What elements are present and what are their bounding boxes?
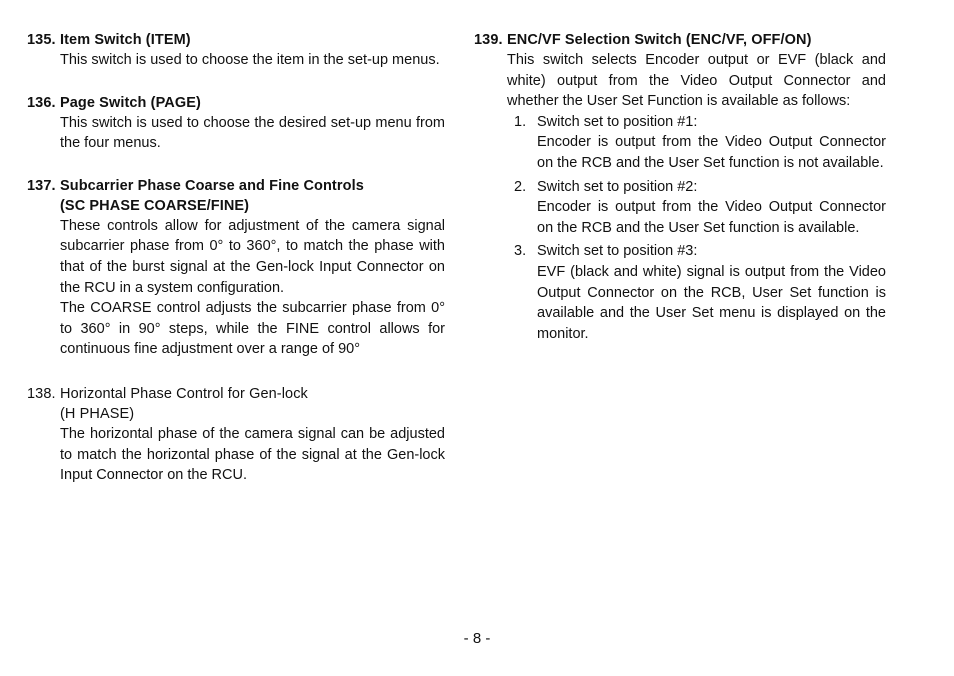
section-number: 136. xyxy=(27,94,56,111)
section-body: This switch selects Encoder output or EVF (black and white) output from the Video Output Connector and whether the User Set Function is available as follows: xyxy=(507,52,886,110)
section-body: This switch is used to choose the desired set-up menu from the four menus. xyxy=(60,114,445,152)
section-137-sc-phase xyxy=(27,176,445,360)
section-heading xyxy=(27,176,445,216)
section-number: 135. xyxy=(27,32,56,48)
section-title: Item Switch (ITEM) xyxy=(60,32,191,48)
section-138-h-phase xyxy=(27,384,445,486)
section-heading xyxy=(27,30,445,50)
section-heading xyxy=(27,384,445,424)
section-number: 137. xyxy=(27,177,56,194)
section-139-enc-vf-switch xyxy=(474,30,886,344)
list-marker: 2. xyxy=(514,178,527,195)
list-item-heading: Switch set to position #2: xyxy=(537,178,698,195)
right-column xyxy=(474,30,886,344)
section-heading xyxy=(27,93,445,113)
section-number: 139. xyxy=(474,32,503,48)
list-marker: 3. xyxy=(514,243,527,260)
section-heading xyxy=(474,30,886,50)
section-135-item-switch xyxy=(27,30,445,71)
list-marker: 1. xyxy=(514,113,527,130)
section-title: Page Switch (PAGE) xyxy=(60,94,201,111)
section-body: This switch is used to choose the item in the set-up menus. xyxy=(60,52,440,68)
position-list xyxy=(474,112,886,345)
list-item xyxy=(474,241,886,344)
list-item-body: Encoder is output from the Video Output Connector on the RCB and the User Set function is available. xyxy=(537,199,886,236)
section-body-paragraph-1: These controls allow for adjustment of the camera signal subcarrier phase from 0° to 360°, to match the phase with that of the burst signal at the Gen-lock Input Connector on the RCU in a system configuration. xyxy=(60,217,445,296)
left-column xyxy=(27,30,445,486)
section-subtitle: (H PHASE) xyxy=(60,405,135,422)
list-item xyxy=(474,112,886,174)
section-body: The horizontal phase of the camera signal can be adjusted to match the horizontal phase of the signal at the Gen-lock Input Connector on the RCU. xyxy=(60,425,445,484)
section-number: 138. xyxy=(27,385,56,402)
section-136-page-switch xyxy=(27,93,445,154)
list-item-heading: Switch set to position #1: xyxy=(537,113,698,130)
section-title: Horizontal Phase Control for Gen-lock xyxy=(60,385,308,402)
list-item-body: EVF (black and white) signal is output from the Video Output Connector on the RCB, User Set function is available and the User Set menu is displayed on the monitor. xyxy=(537,263,886,342)
section-title: ENC/VF Selection Switch (ENC/VF, OFF/ON) xyxy=(507,32,812,48)
list-item-heading: Switch set to position #3: xyxy=(537,243,698,260)
page-number: - 8 - xyxy=(463,630,491,647)
section-body-paragraph-2: The COARSE control adjusts the subcarrier phase from 0° to 360° in 90° steps, while the FINE control allows for continuous fine adjustment over a range of 90° xyxy=(60,300,445,358)
section-title: Subcarrier Phase Coarse and Fine Controls xyxy=(60,177,364,194)
list-item-body: Encoder is output from the Video Output Connector on the RCB and the User Set function is not available. xyxy=(537,134,886,171)
list-item xyxy=(474,177,886,239)
section-subtitle: (SC PHASE COARSE/FINE) xyxy=(60,197,250,214)
